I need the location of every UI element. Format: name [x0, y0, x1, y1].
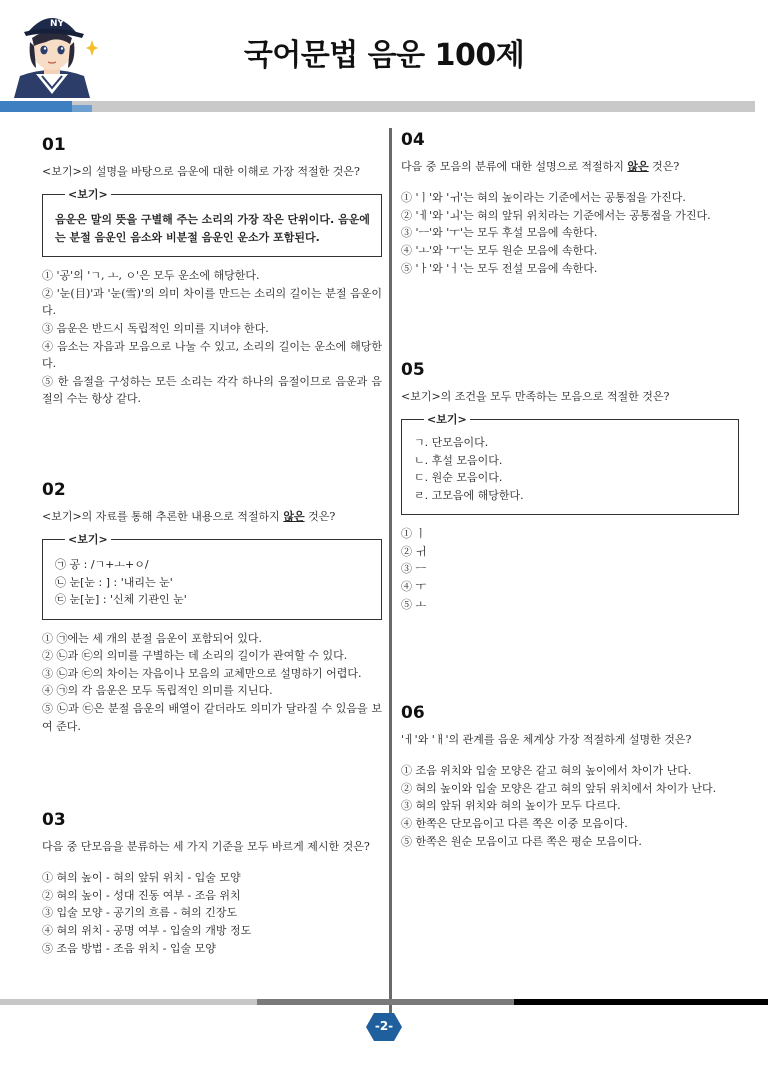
bogi-label: <보기>	[65, 531, 111, 549]
choice-4[interactable]: ④ ㅜ	[401, 579, 427, 593]
bogi-line-4: ㄹ. 고모음에 해당한다.	[414, 488, 524, 502]
choice-1[interactable]: ① 혀의 높이 - 혀의 앞뒤 위치 - 입술 모양	[42, 871, 241, 885]
choice-2[interactable]: ② ㅟ	[401, 544, 427, 558]
question-05	[401, 362, 739, 613]
question-number: 04	[401, 130, 425, 150]
choice-3[interactable]: ③ ㅡ	[401, 562, 427, 576]
question-04	[401, 132, 746, 277]
choice-3[interactable]: ③ 혀의 앞뒤 위치와 혀의 높이가 모두 다르다.	[401, 799, 621, 813]
bogi-line-2: ㄴ. 후설 모음이다.	[414, 453, 503, 467]
question-stem: <보기>의 설명을 바탕으로 음운에 대한 이해로 가장 적절한 것은?	[42, 164, 360, 178]
choice-2[interactable]: ② 혀의 높이 - 성대 진동 여부 - 조음 위치	[42, 888, 241, 902]
stem-emphasis: 않은	[283, 509, 305, 523]
question-stem: <보기>의 조건을 모두 만족하는 모음으로 적절한 것은?	[401, 389, 670, 403]
bogi-box	[401, 413, 739, 515]
choice-5[interactable]: ⑤ 한 음절을 구성하는 모든 소리는 각각 하나의 음절이므로 음운과 음절의 수는 항상 같다.	[42, 374, 382, 406]
question-03	[42, 812, 382, 957]
question-06	[401, 705, 746, 850]
bogi-text: 음운은 말의 뜻을 구별해 주는 소리의 가장 작은 단위이다. 음운에는 분절 음운인 음소와 비분절 음운인 운소가 포함된다.	[55, 213, 370, 244]
bogi-line-3: ㉢ 눈[눈] : '신체 기관인 눈'	[55, 593, 187, 607]
choice-4[interactable]: ④ ㉠의 각 음운은 모두 독립적인 의미를 지닌다.	[42, 684, 273, 698]
footer-rule-mid	[257, 999, 514, 1005]
bogi-line-2: ㉡ 눈[눈 : ] : '내리는 눈'	[55, 575, 173, 589]
question-stem	[401, 158, 746, 176]
question-02	[42, 482, 382, 735]
choice-list	[42, 869, 382, 957]
choice-2[interactable]: ② ㉡과 ㉢의 의미를 구별하는 데 소리의 길이가 관여할 수 있다.	[42, 649, 348, 663]
question-number: 05	[401, 360, 425, 380]
bogi-label: <보기>	[424, 411, 470, 429]
choice-1[interactable]: ① 'ㅣ'와 'ㅟ'는 혀의 높이라는 기준에서는 공통점을 가진다.	[401, 191, 686, 205]
choice-list	[42, 267, 382, 408]
question-number: 06	[401, 703, 425, 723]
choice-list	[401, 525, 739, 613]
choice-3[interactable]: ③ 입술 모양 - 공기의 흐름 - 혀의 긴장도	[42, 906, 238, 920]
choice-1[interactable]: ① ㅣ	[401, 527, 427, 541]
choice-list	[401, 762, 746, 850]
question-stem: 다음 중 단모음을 분류하는 세 가지 기준을 모두 바르게 제시한 것은?	[42, 839, 370, 853]
choice-1[interactable]: ① ㉠에는 세 개의 분절 음운이 포함되어 있다.	[42, 631, 262, 645]
choice-2[interactable]: ② 'ㅔ'와 'ㅚ'는 혀의 앞뒤 위치라는 기준에서는 공통점을 가진다.	[401, 208, 711, 222]
stem-text: 다음 중 모음의 분류에 대한 설명으로 적절하지	[401, 159, 628, 173]
column-divider	[389, 128, 392, 1020]
stem-text: <보기>의 자료를 통해 추론한 내용으로 적절하지	[42, 509, 284, 523]
question-stem	[42, 508, 382, 526]
header-rule-accent	[0, 101, 72, 112]
spacer	[401, 748, 746, 762]
choice-5[interactable]: ⑤ ㉡과 ㉢은 분절 음운의 배열이 같더라도 의미가 달라질 수 있음을 보여 준다.	[42, 702, 382, 733]
svg-text:NY: NY	[50, 19, 65, 29]
choice-3[interactable]: ③ 음운은 반드시 독립적인 의미를 지녀야 한다.	[42, 321, 269, 335]
choice-3[interactable]: ③ ㉡과 ㉢의 차이는 자음이나 모음의 교체만으로 설명하기 어렵다.	[42, 666, 362, 680]
bogi-line-1: ㄱ. 단모음이다.	[414, 436, 489, 450]
question-01	[42, 137, 382, 408]
stem-text-end: 것은?	[648, 159, 680, 173]
question-number: 02	[42, 480, 66, 500]
page-title: 국어문법 음운 100제	[243, 38, 525, 73]
question-number: 01	[42, 135, 66, 155]
choice-list	[401, 189, 746, 277]
choice-list	[42, 630, 382, 736]
choice-4[interactable]: ④ 음소는 자음과 모음으로 나눌 수 있고, 소리의 길이는 운소에 해당한다.	[42, 339, 382, 371]
footer-rule-dark	[514, 999, 768, 1005]
choice-1[interactable]: ① 조음 위치와 입술 모양은 같고 혀의 높이에서 차이가 난다.	[401, 764, 692, 778]
choice-1[interactable]: ① '공'의 'ㄱ, ㅗ, ㅇ'은 모두 운소에 해당한다.	[42, 269, 260, 283]
page-number: -2-	[374, 1019, 394, 1033]
header-rule-accent-secondary	[72, 105, 92, 112]
choice-2[interactable]: ② 혀의 높이와 입술 모양은 같고 혀의 앞뒤 위치에서 차이가 난다.	[401, 781, 717, 795]
choice-5[interactable]: ⑤ 조음 방법 - 조음 위치 - 입술 모양	[42, 941, 216, 955]
choice-4[interactable]: ④ 혀의 위치 - 공명 여부 - 입술의 개방 정도	[42, 923, 252, 937]
bogi-line-3: ㄷ. 원순 모음이다.	[414, 471, 503, 485]
spacer	[42, 855, 382, 869]
bogi-label: <보기>	[65, 186, 111, 204]
question-stem: 'ㅔ'와 'ㅐ'의 관계를 음운 체계상 가장 적절하게 설명한 것은?	[401, 732, 692, 746]
stem-text-end: 것은?	[304, 509, 336, 523]
stem-emphasis: 않은	[627, 159, 649, 173]
choice-5[interactable]: ⑤ 한쪽은 원순 모음이고 다른 쪽은 평순 모음이다.	[401, 834, 642, 848]
spacer	[401, 175, 746, 189]
footer-rule-light	[0, 999, 257, 1005]
choice-4[interactable]: ④ 'ㅗ'와 'ㅜ'는 모두 원순 모음에 속한다.	[401, 243, 598, 257]
bogi-box	[42, 188, 382, 257]
choice-4[interactable]: ④ 한쪽은 단모음이고 다른 쪽은 이중 모음이다.	[401, 816, 628, 830]
choice-5[interactable]: ⑤ ㅗ	[401, 597, 427, 611]
question-number: 03	[42, 810, 66, 830]
header-rule	[0, 101, 755, 112]
bogi-box	[42, 533, 382, 620]
choice-3[interactable]: ③ 'ㅡ'와 'ㅜ'는 모두 후설 모음에 속한다.	[401, 226, 598, 240]
choice-5[interactable]: ⑤ 'ㅏ'와 'ㅓ'는 모두 전설 모음에 속한다.	[401, 261, 598, 275]
bogi-line-1: ㉠ 공 : /ㄱ+ㅗ+ㅇ/	[55, 558, 149, 572]
choice-2[interactable]: ② '눈(目)'과 '눈(雪)'의 의미 차이를 만드는 소리의 길이는 분절 음운이다.	[42, 286, 382, 318]
